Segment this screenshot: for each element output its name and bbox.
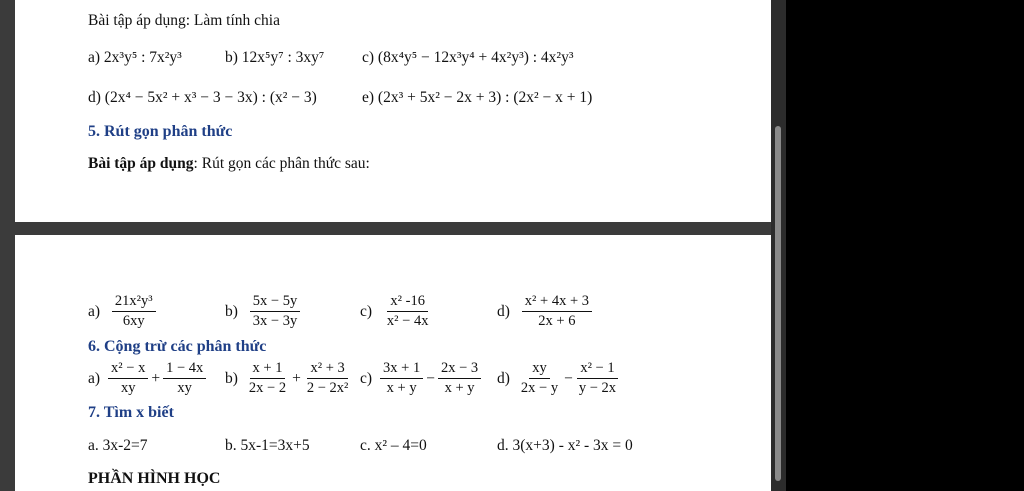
page-gap (15, 222, 771, 235)
geometry-heading: PHẦN HÌNH HỌC (88, 470, 221, 487)
simplify-c (360, 293, 433, 330)
division-exercise-b (225, 49, 324, 67)
fraction (246, 360, 289, 397)
label-c: c) (360, 369, 373, 387)
fraction (384, 293, 432, 330)
denominator: x + y (444, 380, 475, 396)
numerator: xy (529, 360, 550, 379)
denominator: 2 − 2x² (306, 380, 349, 396)
expr-d: (2x⁴ − 5x² + x³ − 3 − 3x) : (x² − 3) (104, 89, 317, 106)
label-d: d) (497, 369, 510, 387)
simplify-b (225, 293, 302, 330)
exercise-label-bold: Bài tập áp dụng (88, 155, 194, 172)
denominator: 2x + 6 (538, 313, 576, 329)
expr-c: (8x⁴y⁵ − 12x³y⁴ + 4x²y³) : 4x²y³ (377, 49, 574, 66)
label-a: a) (88, 49, 101, 66)
label-c: c) (362, 49, 375, 66)
denominator: xy (177, 380, 192, 396)
exercise-label-rest: : Rút gọn các phân thức sau: (193, 155, 370, 172)
section-heading-5: 5. Rút gọn phân thức (88, 123, 233, 140)
label-b: b) (225, 49, 238, 66)
denominator: 6xy (122, 313, 145, 329)
operator: + (292, 369, 301, 387)
numerator: 1 − 4x (163, 360, 206, 379)
section-heading-6: 6. Cộng trừ các phân thức (88, 338, 267, 355)
label-e: e) (362, 89, 375, 106)
numerator: 5x − 5y (250, 293, 300, 312)
simplify-a (88, 293, 158, 330)
numerator: x² − 1 (577, 360, 617, 379)
label-d: d) (497, 302, 510, 320)
division-exercise-d (88, 89, 317, 107)
fraction (108, 360, 148, 397)
findx-b: b. 5x-1=3x+5 (225, 437, 310, 454)
label-a: a) (88, 302, 101, 320)
denominator: xy (120, 380, 136, 396)
findx-a: a. 3x-2=7 (88, 437, 148, 454)
division-exercise-a (88, 49, 182, 67)
addsub-d (497, 360, 621, 397)
fraction (576, 360, 619, 397)
denominator: 2x − y (520, 380, 559, 396)
denominator: 3x − 3y (252, 313, 298, 329)
division-exercise-c (362, 49, 573, 67)
fraction (304, 360, 352, 397)
numerator: x + 1 (250, 360, 286, 379)
numerator: x² + 4x + 3 (522, 293, 592, 312)
addsub-c (360, 360, 483, 397)
denominator: x + y (386, 380, 417, 396)
division-exercise-e (362, 89, 592, 107)
expr-b: 12x⁵y⁷ : 3xy⁷ (241, 49, 325, 66)
denominator: x² − 4x (386, 313, 429, 329)
operator: − (426, 369, 435, 387)
scrollbar-thumb[interactable] (775, 126, 781, 481)
numerator: x² + 3 (307, 360, 347, 379)
side-panel (786, 0, 1024, 491)
fraction (438, 360, 481, 397)
simplify-d (497, 293, 594, 330)
operator: − (564, 369, 573, 387)
numerator: x² -16 (387, 293, 428, 312)
label-a: a) (88, 369, 101, 387)
section-heading-7: 7. Tìm x biết (88, 404, 174, 421)
operator: + (151, 369, 161, 387)
addsub-a (88, 360, 208, 397)
fraction (112, 293, 156, 330)
addsub-b (225, 360, 353, 397)
findx-d: d. 3(x+3) - x² - 3x = 0 (497, 437, 633, 454)
numerator: x² − x (108, 360, 148, 379)
fraction (380, 360, 423, 397)
document-page-1 (15, 0, 771, 222)
exercise-title-division: Bài tập áp dụng: Làm tính chia (88, 12, 280, 29)
label-c: c) (360, 302, 373, 320)
expr-a: 2x³y⁵ : 7x²y³ (103, 49, 182, 66)
findx-c: c. x² – 4=0 (360, 437, 427, 454)
label-b: b) (225, 369, 238, 387)
label-b: b) (225, 302, 238, 320)
label-d: d) (88, 89, 101, 106)
numerator: 2x − 3 (438, 360, 481, 379)
denominator: 2x − 2 (248, 380, 287, 396)
fraction (163, 360, 206, 397)
expr-e: (2x³ + 5x² − 2x + 3) : (2x² − x + 1) (377, 89, 593, 106)
exercise-instruction (88, 155, 370, 173)
fraction (518, 360, 561, 397)
denominator: y − 2x (578, 380, 617, 396)
fraction (250, 293, 300, 330)
numerator: 3x + 1 (380, 360, 423, 379)
fraction (522, 293, 592, 330)
numerator: 21x²y³ (112, 293, 156, 312)
